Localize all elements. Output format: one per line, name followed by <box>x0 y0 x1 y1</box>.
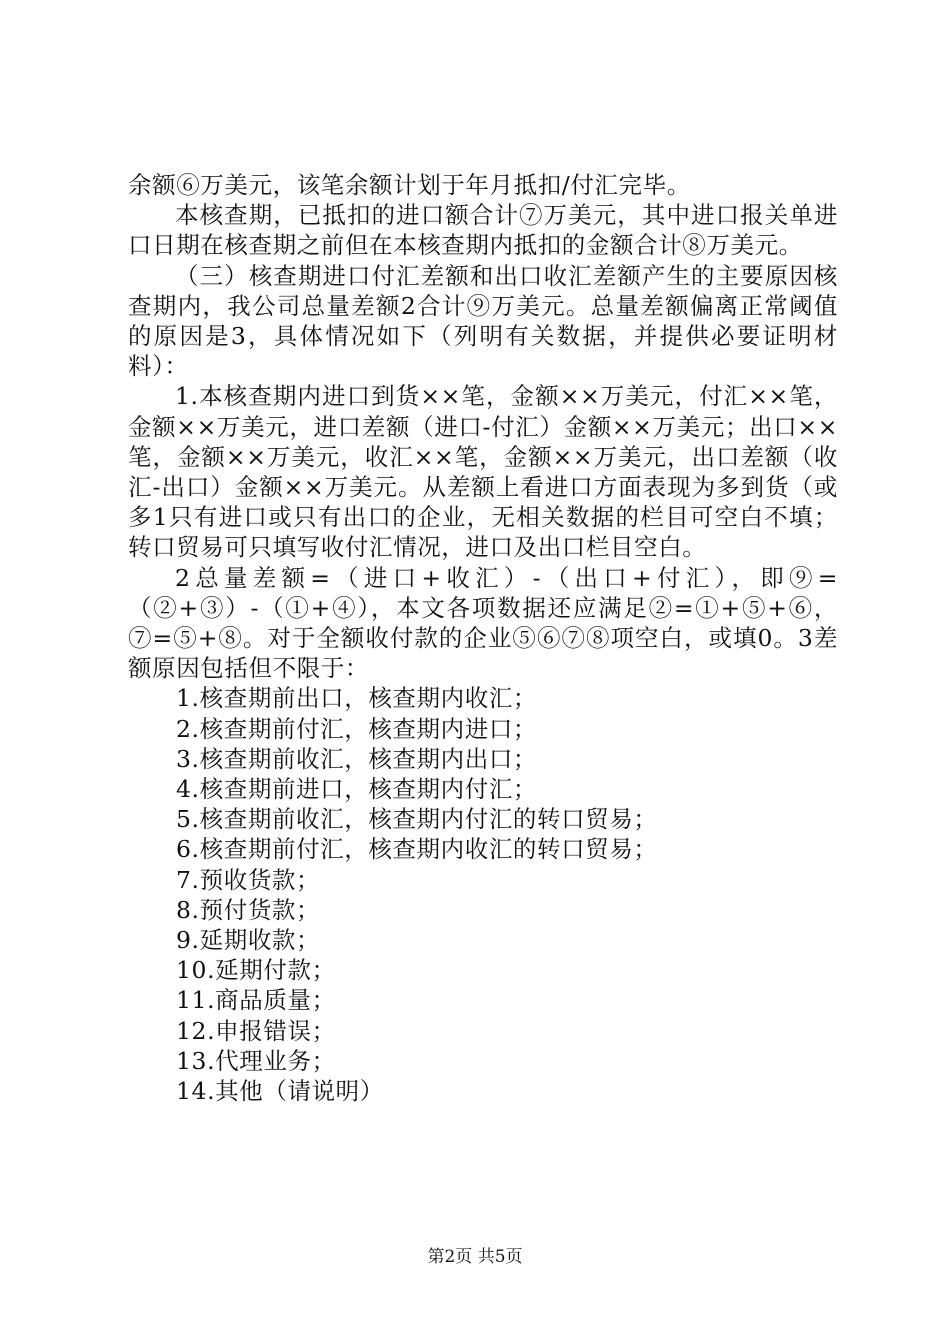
list-item: 1.核查期前出口，核查期内收汇； <box>176 684 538 713</box>
paragraph-formula-note: 2总量差额=（进口+收汇）-（出口+付汇），即⑨=（②+③）-（①+④），本文各项数据还应满足②=①+⑤+⑥，⑦=⑤+⑧。对于全额收付款的企业⑤⑥⑦⑧项空白，或填0。3差额原因包括但不限于： <box>128 563 838 683</box>
list-item: 6.核查期前付汇，核查期内收汇的转口贸易； <box>176 835 658 864</box>
document-body <box>128 170 838 1106</box>
list-item: 13.代理业务； <box>176 1046 336 1075</box>
list-item: 14.其他（请说明） <box>176 1077 384 1106</box>
paragraph-deducted-imports: 本核查期，已抵扣的进口额合计⑦万美元，其中进口报关单进口日期在核查期之前但在本核查期内抵扣的金额合计⑧万美元。 <box>128 201 838 260</box>
list-item: 3.核查期前收汇，核查期内出口； <box>176 744 538 773</box>
list-item: 7.预收货款； <box>176 865 321 894</box>
paragraph-section-three: （三）核查期进口付汇差额和出口收汇差额产生的主要原因核查期内，我公司总量差额2合计⑨万美元。总量差额偏离正常阈值的原因是3，具体情况如下（列明有关数据，并提供必要证明材料）： <box>128 261 838 381</box>
list-item: 5.核查期前收汇，核查期内付汇的转口贸易； <box>176 805 658 834</box>
reason-list <box>128 683 838 1106</box>
page-number: 第2页 共5页 <box>427 1247 523 1267</box>
list-item: 4.核查期前进口，核查期内付汇； <box>176 775 538 804</box>
paragraph-details: 1.本核查期内进口到货××笔，金额××万美元，付汇××笔，金额××万美元，进口差额（进口-付汇）金额××万美元；出口××笔，金额××万美元，收汇××笔，金额××万美元，出口差额（收汇-出口）金额××万美元。从差额上看进口方面表现为多到货（或多1只有进口或只有出口的企业，无相关数据的栏目可空白不填；转口贸易可只填写收付汇情况，进口及出口栏目空白。 <box>128 382 838 562</box>
list-item: 8.预付货款； <box>176 895 321 924</box>
paragraph-balance: 余额⑥万美元，该笔余额计划于年月抵扣/付汇完毕。 <box>128 171 691 199</box>
list-item: 9.延期收款； <box>176 926 321 955</box>
list-item: 10.延期付款； <box>176 956 336 985</box>
list-item: 2.核查期前付汇，核查期内进口； <box>176 714 538 743</box>
list-item: 11.商品质量； <box>176 986 336 1015</box>
list-item: 12.申报错误； <box>176 1016 336 1045</box>
